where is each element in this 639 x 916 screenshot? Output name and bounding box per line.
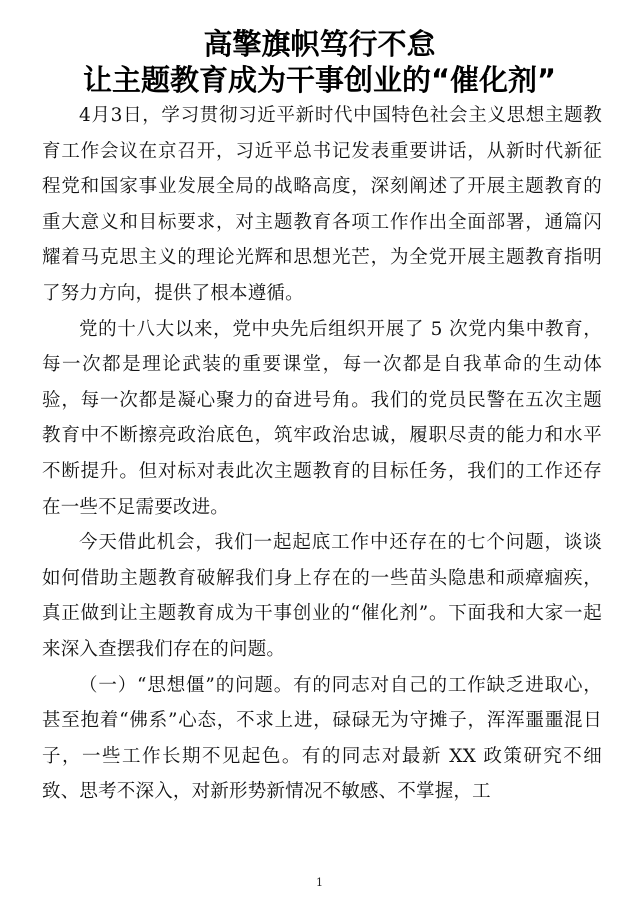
document-title-line-2: 让主题教育成为干事创业的“催化剂” [82, 63, 557, 97]
paragraph-problem-one: （一）“思想僵”的问题。有的同志对自己的工作缺乏进取心，甚至抱着“佛系”心态，不求上进，碌碌无为守摊子，浑浑噩噩混日子，一些工作长期不见起色。有的同志对最新 XX 政策研究不细致、思考不深入，对新形势新情况不敏感、不掌握，工 [42, 674, 602, 803]
paragraph-intro: 4月3日，学习贯彻习近平新时代中国特色社会主义思想主题教育工作会议在京召开，习近平总书记发表重要讲话，从新时代新征程党和国家事业发展全局的战略高度，深刻阐述了开展主题教育的重大意义和目标要求，对主题教育各项工作作出全面部署，通篇闪耀着马克思主义的理论光辉和思想光芒，为全党开展主题教育指明了努力方向，提供了根本遵循。 [42, 105, 602, 304]
paragraph-history: 党的十八大以来，党中央先后组织开展了 5 次党内集中教育，每一次都是理论武装的重要课堂，每一次都是自我革命的生动体验，每一次都是凝心聚力的奋进号角。我们的党员民警在五次主题教育中不断擦亮政治底色，筑牢政治忠诚，履职尽责的能力和水平不断提升。但对标对表此次主题教育的目标任务，我们的工作还存在一些不足需要改进。 [42, 318, 602, 518]
paragraph-purpose: 今天借此机会，我们一起起底工作中还存在的七个问题，谈谈如何借助主题教育破解我们身上存在的一些苗头隐患和顽瘴痼疾，真正做到让主题教育成为干事创业的“催化剂”。下面我和大家一起来深入查摆我们存在的问题。 [42, 532, 602, 660]
page-number: 1 [316, 876, 323, 889]
document-title-line-1: 高擎旗帜笃行不怠 [203, 27, 436, 61]
document-body [42, 98, 602, 810]
